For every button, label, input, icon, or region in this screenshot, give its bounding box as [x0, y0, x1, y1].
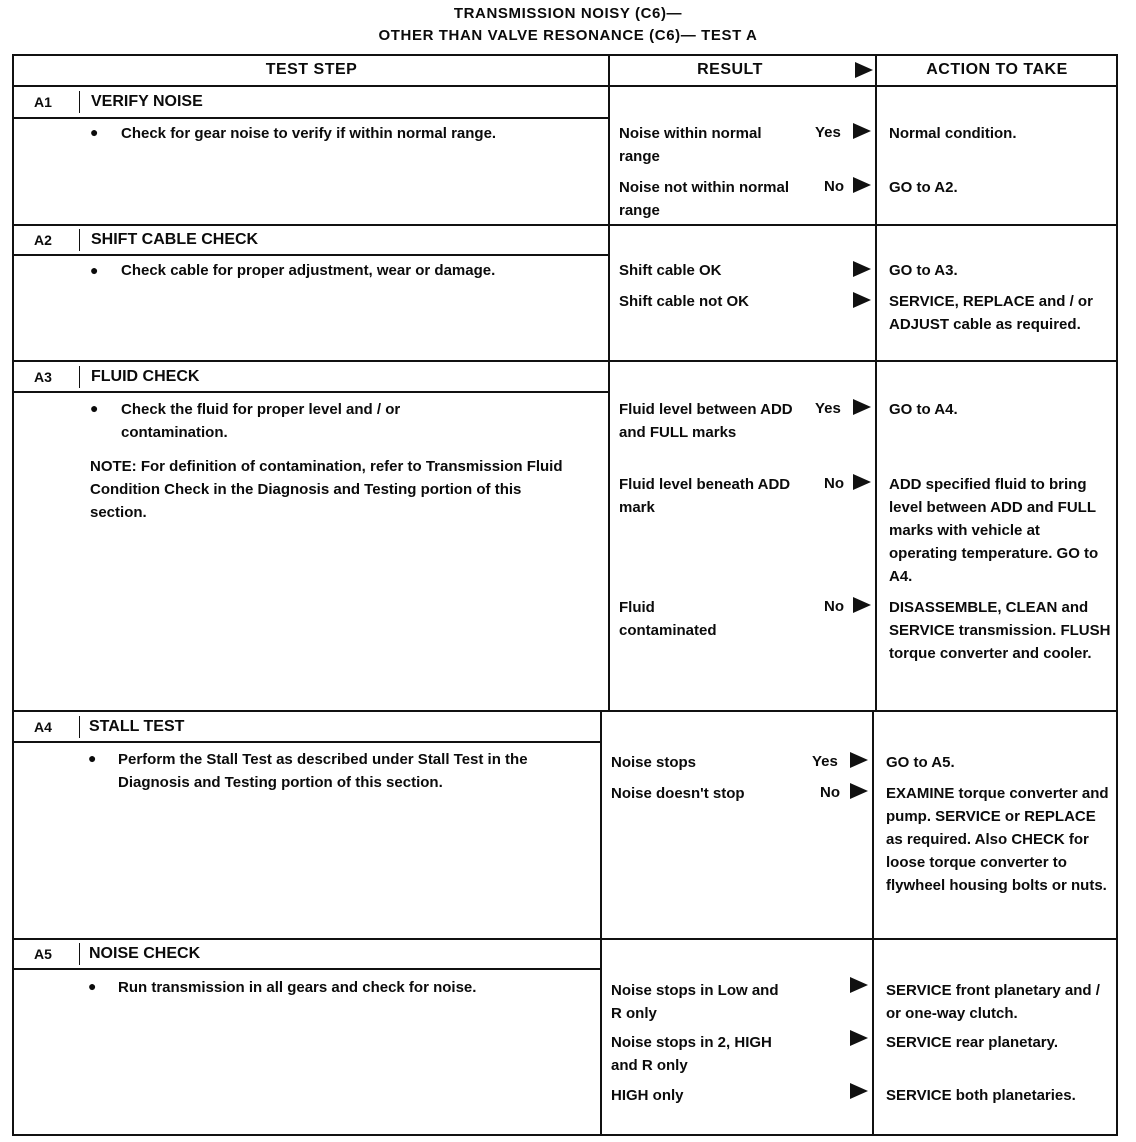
result-text: Noise not within normal range	[619, 179, 790, 219]
action-text: GO to A4.	[889, 401, 958, 418]
result-answer: Yes	[812, 753, 838, 770]
action-text: Normal condition.	[889, 125, 1017, 142]
a4-head-underline	[12, 741, 602, 743]
step-title: NOISE CHECK	[89, 945, 201, 962]
action-text: GO to A3.	[889, 262, 958, 279]
result-text: HIGH only	[611, 1087, 684, 1104]
action-text: SERVICE front planetary and / or one-way clutch.	[886, 982, 1100, 1022]
step-title: VERIFY NOISE	[91, 93, 203, 110]
step-instruction: Check the fluid for proper level and / or contamination.	[121, 401, 401, 441]
result-text: Noise doesn't stop	[611, 785, 745, 802]
result-arrow-icon	[853, 261, 871, 277]
action-text: SERVICE, REPLACE and / or ADJUST cable as required.	[889, 293, 1093, 333]
bullet-icon: ●	[90, 262, 99, 278]
action-text: SERVICE both planetaries.	[886, 1087, 1076, 1104]
column-divider-result-lower	[600, 710, 602, 1136]
step-id: A4	[34, 719, 52, 735]
result-answer: No	[824, 475, 844, 492]
a2-head-underline	[12, 254, 610, 256]
step-instruction: Check for gear noise to verify if within normal range.	[121, 125, 497, 142]
a4-id-separator	[79, 716, 80, 738]
bullet-icon: ●	[90, 124, 99, 140]
result-arrow-icon	[850, 752, 868, 768]
result-arrow-icon	[853, 123, 871, 139]
result-text: Fluid level between ADD and FULL marks	[619, 401, 793, 441]
step-instruction: Perform the Stall Test as described under Stall Test in the Diagnosis and Testing portion of this section.	[118, 751, 528, 791]
result-arrow-icon	[850, 1030, 868, 1046]
action-text: DISASSEMBLE, CLEAN and SERVICE transmission. FLUSH torque converter and cooler.	[889, 599, 1111, 662]
a1-head-underline	[12, 117, 610, 119]
result-text: Shift cable OK	[619, 262, 722, 279]
result-answer: No	[820, 784, 840, 801]
a3-head-underline	[12, 391, 610, 393]
row-divider-a4	[12, 710, 1118, 712]
step-title: SHIFT CABLE CHECK	[91, 231, 259, 248]
header-divider	[12, 85, 1118, 87]
step-title: STALL TEST	[89, 718, 185, 735]
result-answer: No	[824, 598, 844, 615]
result-text: Noise stops in Low and R only	[611, 982, 779, 1022]
result-answer: No	[824, 178, 844, 195]
bullet-icon: ●	[90, 400, 99, 416]
step-instruction: Run transmission in all gears and check for noise.	[118, 979, 477, 996]
result-answer: Yes	[815, 124, 841, 141]
action-text: EXAMINE torque converter and pump. SERVICE or REPLACE as required. Also CHECK for loose torque converter to flywheel housing bolts or nuts.	[886, 785, 1109, 894]
result-arrow-icon	[850, 977, 868, 993]
a1-id-separator	[79, 91, 80, 113]
step-id: A3	[34, 369, 52, 385]
header-test-step: TEST STEP	[265, 61, 358, 78]
result-arrow-icon	[853, 292, 871, 308]
result-arrow-icon	[853, 474, 871, 490]
action-text: SERVICE rear planetary.	[886, 1034, 1059, 1051]
action-text: GO to A2.	[889, 179, 958, 196]
step-id: A2	[34, 232, 52, 248]
action-text: GO to A5.	[886, 754, 955, 771]
result-text: Noise within normal range	[619, 125, 762, 165]
result-text: Shift cable not OK	[619, 293, 750, 310]
column-divider-action	[875, 54, 877, 710]
result-arrow-icon	[850, 783, 868, 799]
result-arrow-icon	[853, 177, 871, 193]
document-title-line-2: OTHER THAN VALVE RESONANCE (C6)— TEST A	[378, 27, 758, 44]
result-text: Fluid contaminated	[619, 599, 717, 639]
result-answer: Yes	[815, 400, 841, 417]
a2-id-separator	[79, 229, 80, 251]
action-text: ADD specified fluid to bring level between ADD and FULL marks with vehicle at operating temperature. GO to A4.	[889, 476, 1099, 585]
header-arrow-icon	[855, 62, 873, 78]
step-id: A1	[34, 94, 52, 110]
bullet-icon: ●	[88, 978, 97, 994]
result-arrow-icon	[853, 597, 871, 613]
column-divider-result	[608, 54, 610, 710]
step-title: FLUID CHECK	[91, 368, 200, 385]
a5-head-underline	[12, 968, 602, 970]
result-text: Noise stops	[611, 754, 697, 771]
header-action: ACTION TO TAKE	[926, 61, 1068, 78]
a3-id-separator	[79, 366, 80, 388]
result-text: Noise stops in 2, HIGH and R only	[611, 1034, 772, 1074]
row-divider-a3	[12, 360, 1118, 362]
step-instruction: Check cable for proper adjustment, wear or damage.	[121, 262, 496, 279]
column-divider-action-lower	[872, 710, 874, 1136]
result-arrow-icon	[850, 1083, 868, 1099]
diagnostic-table	[12, 54, 1118, 1136]
result-arrow-icon	[853, 399, 871, 415]
bullet-icon: ●	[88, 750, 97, 766]
step-note: NOTE: For definition of contamination, refer to Transmission Fluid Condition Check in the Diagnosis and Testing portion of this section.	[90, 458, 563, 521]
step-id: A5	[34, 946, 52, 962]
document-title-line-1: TRANSMISSION NOISY (C6)—	[453, 5, 683, 22]
result-text: Fluid level beneath ADD mark	[619, 476, 791, 516]
a5-id-separator	[79, 943, 80, 965]
header-result: RESULT	[697, 61, 763, 78]
